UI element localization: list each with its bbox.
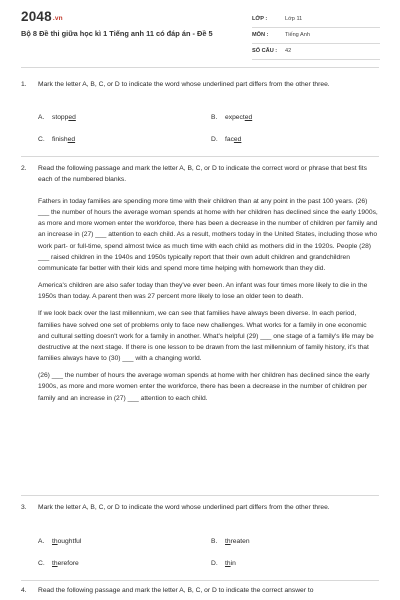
option-letter: C. [38, 560, 45, 567]
meta-key: SỐ CÂU : [252, 48, 278, 54]
underlined-part: th [52, 538, 58, 545]
option-letter: A. [38, 538, 45, 545]
option-c[interactable] [38, 136, 75, 143]
meta-value: 42 [285, 48, 292, 54]
question-divider [21, 495, 379, 496]
option-text: fac [225, 136, 234, 143]
meta-key: MÔN : [252, 32, 269, 38]
option-letter: A. [38, 114, 45, 121]
option-text-rest: oughtful [57, 538, 82, 545]
question-number: 1. [21, 81, 27, 88]
document-title: Bộ 8 Đề thi giữa học kì 1 Tiếng anh 11 có đáp án - Đề 5 [21, 29, 213, 38]
question-text: Mark the letter A, B, C, or D to indicate the word whose underlined part differs from the other three. [38, 81, 330, 88]
option-d[interactable] [211, 136, 241, 143]
option-letter: B. [211, 114, 218, 121]
option-letter: D. [211, 560, 218, 567]
site-logo[interactable] [21, 9, 63, 24]
question-number: 4. [21, 587, 27, 594]
option-text: expect [225, 114, 245, 121]
meta-row-count [252, 44, 380, 60]
passage-paragraph: America's children are also safer today than they've ever been. An infant was four times more likely to die in the 1950s than today. A parent then was 27 percent more likely to lose an older teen to death. [38, 282, 368, 301]
meta-row-grade [252, 12, 380, 28]
meta-row-subject [252, 28, 380, 44]
option-text-rest: in [230, 560, 236, 567]
question-divider [21, 156, 379, 157]
underlined-part: ed [233, 136, 242, 143]
passage-paragraph: (26) ___ the number of hours the average woman spends at home with her children has declined since the early 1900s, as more and more women enter the workforce, there has been a decrease in the number of children per family and an increase in (27) ___ attention to each child. [38, 372, 370, 402]
option-letter: B. [211, 538, 218, 545]
underlined-part: th [225, 538, 231, 545]
option-a[interactable] [38, 114, 76, 121]
option-letter: C. [38, 136, 45, 143]
option-b[interactable] [211, 538, 250, 545]
option-d[interactable] [211, 560, 236, 567]
option-letter: D. [211, 136, 218, 143]
underlined-part: th [52, 560, 58, 567]
question-number: 2. [21, 165, 27, 172]
reading-passage [38, 196, 378, 410]
question-text: Read the following passage and mark the letter A, B, C, or D to indicate the correct word or phrase that best fits each of the numbered blanks. [38, 165, 367, 183]
header-divider [21, 67, 379, 68]
passage-paragraph: If we look back over the last millennium, we can see that families have always been diverse. In each period, families have solved one set of problems only to face new challenges. What works for a family in one economic and cultural setting doesn't work for a family in another. What's helpful (29) ___ one stage of a family's life may be destructive at the next stage. If there is one lesson to be drawn from the last millennium of family history, it's that families always have to (30) ___ with a changing world. [38, 310, 374, 363]
document-header [0, 0, 400, 66]
logo-suffix: .vn [52, 15, 63, 22]
option-c[interactable] [38, 560, 79, 567]
underlined-part: ed [67, 136, 76, 143]
option-text-rest: reaten [230, 538, 250, 545]
meta-value: Tiếng Anh [285, 32, 310, 38]
option-a[interactable] [38, 538, 81, 545]
option-b[interactable] [211, 114, 252, 121]
underlined-part: th [225, 560, 231, 567]
question-text: Mark the letter A, B, C, or D to indicate the word whose underlined part differs from the other three. [38, 504, 330, 511]
option-text: stopp [52, 114, 69, 121]
logo-text: 2048 [21, 9, 52, 24]
question-divider [21, 580, 379, 581]
underlined-part: ed [68, 114, 76, 121]
passage-paragraph: Fathers in today families are spending more time with their children than at any point in the past 100 years. (26) ___ the number of hours the average woman spends at home with her children has declined since the early 1900s, as more and more women enter the workforce, there has been a decrease in the number of children per family and an increase in (27) ___ attention to each child. As a result, mothers today in the United States, including those who work part- or full-time, spend almost twice as much time with each child as mothers did in the 1920s. People (28) ___ raised children in the 1940s and 1950s typically report that their own adult children and grandchildren communicate far better with their kids and spend more time helping with homework than they did. [38, 198, 378, 272]
underlined-part: ed [244, 114, 253, 121]
meta-key: LỚP : [252, 16, 268, 22]
meta-value: Lớp 11 [285, 16, 303, 22]
option-text-rest: erefore [57, 560, 79, 567]
option-text: finish [52, 136, 68, 143]
question-text: Read the following passage and mark the letter A, B, C, or D to indicate the correct answer to [38, 587, 314, 594]
question-number: 3. [21, 504, 27, 511]
